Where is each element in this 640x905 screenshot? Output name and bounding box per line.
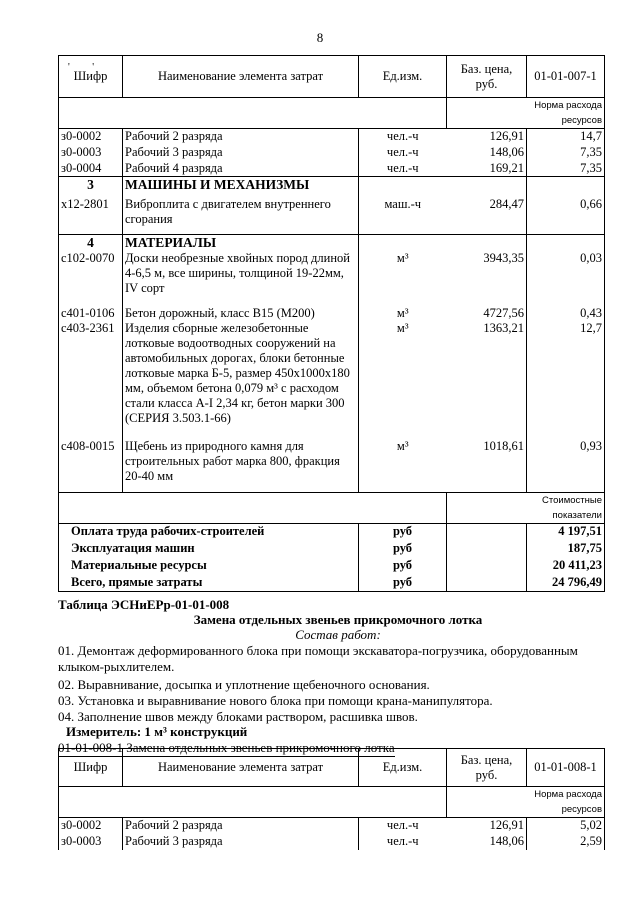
table-row: с408-0015 Щебень из природного камня для строительных работ марка 800, фракция 20-40 мм м³ 1018,61 0,93: [59, 439, 605, 493]
section-row-materials: 4 МАТЕРИАЛЫ: [59, 235, 605, 251]
norm-line: 01-01-008-1 Замена отдельных звеньев прикромочного лотка: [58, 740, 395, 755]
table-row: с102-0070 Доски необрезные хвойных пород длиной 4-6,5 м, все ширины, толщиной 19-22мм, IV сорт м³ 3943,35 0,03: [59, 251, 605, 303]
work-item: 01. Демонтаж деформированного блока при помощи экскаватора-погрузчика, оборудованным клыком-рыхлителем.: [58, 643, 578, 674]
page-number: 8: [316, 30, 324, 45]
table-row: з0-0003 Рабочий 3 разряда чел.-ч 148,06 2,59: [59, 834, 605, 850]
header-price: Баз. цена, руб.: [447, 56, 527, 98]
table-title: Таблица ЭСНиЕРр-01-01-008: [58, 597, 230, 612]
cost-label: Стоимостные показатели: [527, 493, 605, 524]
table-row: х12-2801 Виброплита с двигателем внутреннего сгорания маш.-ч 284,47 0,66: [59, 197, 605, 235]
total-row: Оплата труда рабочих-строителей руб 4 197,51: [59, 524, 605, 541]
total-row: Эксплуатация машин руб 187,75: [59, 541, 605, 558]
scan-mark: ' ': [68, 62, 95, 73]
table-row: с403-2361 Изделия сборные железобетонные лотковые водоотводных сооружений на автомобильных дорогах, блоки бетонные лотковые марка Б-5, размер 450х1000х180 мм, объемом бетона 0,079 м³ с расходом стали класса А-I 2,34 кг, бетон марки 300 (СЕРИЯ 3.503.1-66) м³ 1363,21 12,7: [59, 321, 605, 439]
table-row: с401-0106 Бетон дорожный, класс В15 (М200) м³ 4727,56 0,43: [59, 303, 605, 321]
header-norm-code: 01-01-008-1: [527, 749, 605, 787]
table-row: з0-0002 Рабочий 2 разряда чел.-ч 126,91 5,02: [59, 818, 605, 834]
norm-label: Норма расхода ресурсов: [527, 98, 605, 129]
total-row: Материальные ресурсы руб 20 411,23: [59, 558, 605, 575]
table-row: з0-0002 Рабочий 2 разряда чел.-ч 126,91 14,7: [59, 129, 605, 145]
header-name: Наименование элемента затрат: [123, 56, 359, 98]
header-unit: Ед.изм.: [359, 749, 447, 787]
header-name: Наименование элемента затрат: [123, 749, 359, 787]
header-code: Шифр: [59, 56, 123, 98]
header-price: Баз. цена, руб.: [447, 749, 527, 787]
header-code: Шифр: [59, 749, 123, 787]
section-row-machines: 3 МАШИНЫ И МЕХАНИЗМЫ: [59, 177, 605, 197]
table-row: з0-0003 Рабочий 3 разряда чел.-ч 148,06 7,35: [59, 145, 605, 161]
work-item: 04. Заполнение швов между блоками раствором, расшивка швов.: [58, 709, 418, 724]
work-item: 02. Выравнивание, досыпка и уплотнение щебеночного основания.: [58, 677, 430, 692]
header-unit: Ед.изм.: [359, 56, 447, 98]
table-header: [59, 749, 605, 787]
resource-table-2: [58, 748, 605, 850]
norm-label: Норма расхода ресурсов: [527, 787, 605, 818]
header-norm-code: 01-01-007-1: [527, 56, 605, 98]
meter-line: Измеритель: 1 м³ конструкций: [66, 724, 248, 739]
total-row: Всего, прямые затраты руб 24 796,49: [59, 575, 605, 592]
composition-heading: Состав работ:: [295, 627, 381, 642]
table-header: [59, 56, 605, 98]
work-item: 03. Установка и выравнивание нового блока при помощи крана-манипулятора.: [58, 693, 493, 708]
resource-table-1: [58, 55, 605, 592]
section-subtitle: Замена отдельных звеньев прикромочного лотка: [193, 612, 483, 627]
table-row: з0-0004 Рабочий 4 разряда чел.-ч 169,21 7,35: [59, 161, 605, 177]
